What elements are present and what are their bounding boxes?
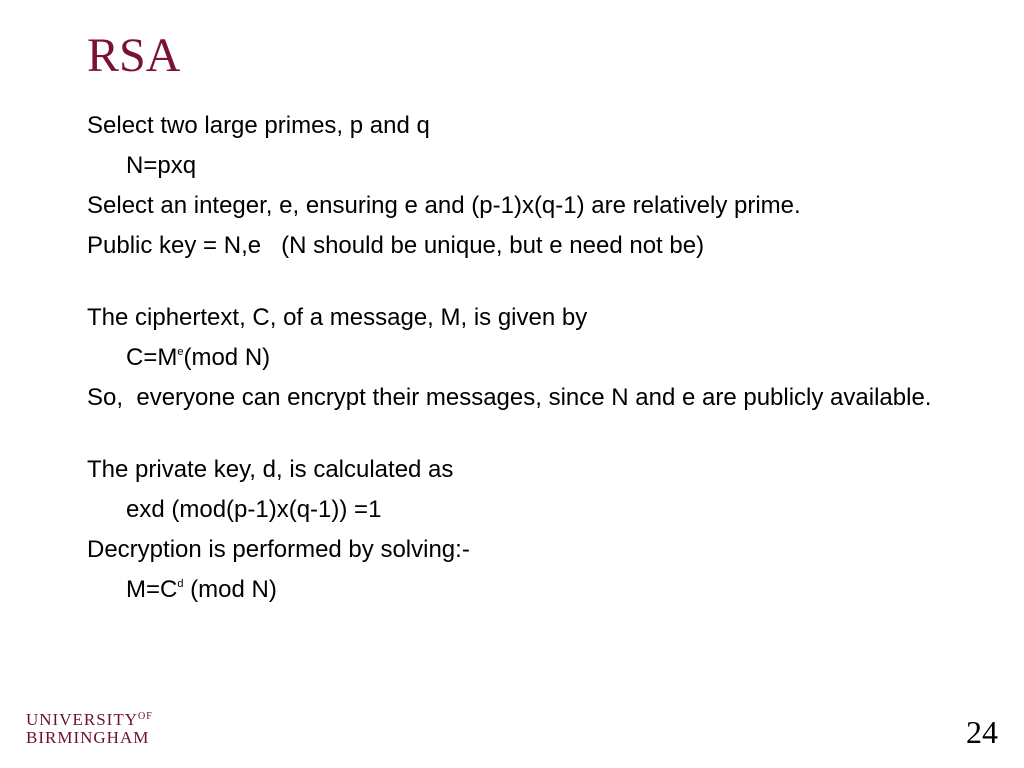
text-line-encryption-formula [87, 342, 967, 374]
text-line-n-equation: N=pxq [126, 152, 197, 179]
slide-body [87, 110, 967, 606]
text-line-private-key-formula: exd (mod(p-1)x(q-1)) =1 [126, 496, 382, 523]
formula-exponent: e [177, 346, 184, 358]
text-line-decryption: Decryption is performed by solving:- [87, 536, 470, 563]
spacer [87, 262, 967, 302]
text-line-decryption-formula [87, 574, 967, 606]
text-line-select-primes: Select two large primes, p and q [87, 112, 430, 139]
slide-title: RSA [87, 29, 181, 82]
formula-modulus: (mod N) [183, 344, 271, 371]
text-line-ciphertext: The ciphertext, C, of a message, M, is given by [87, 304, 588, 331]
page-number: 24 [966, 714, 998, 750]
logo-word-of: OF [138, 711, 153, 722]
spacer [87, 414, 967, 454]
formula-modulus: (mod N) [183, 576, 277, 603]
text-line-private-key: The private key, d, is calculated as [87, 456, 454, 483]
logo-word-birmingham: BIRMINGHAM [26, 728, 150, 747]
formula-exponent: d [177, 578, 184, 590]
logo-word-university: UNIVERSITY [26, 710, 138, 729]
formula-base: M=C [126, 576, 178, 603]
text-line-select-integer: Select an integer, e, ensuring e and (p-1)x(q-1) are relatively prime. [87, 192, 801, 219]
university-logo [26, 708, 153, 747]
formula-base: C=M [126, 344, 178, 371]
text-line-everyone-encrypt: So, everyone can encrypt their messages, since N and e are publicly available. [87, 384, 932, 411]
text-line-public-key: Public key = N,e (N should be unique, but e need not be) [87, 232, 705, 259]
logo-row-university [26, 708, 153, 729]
